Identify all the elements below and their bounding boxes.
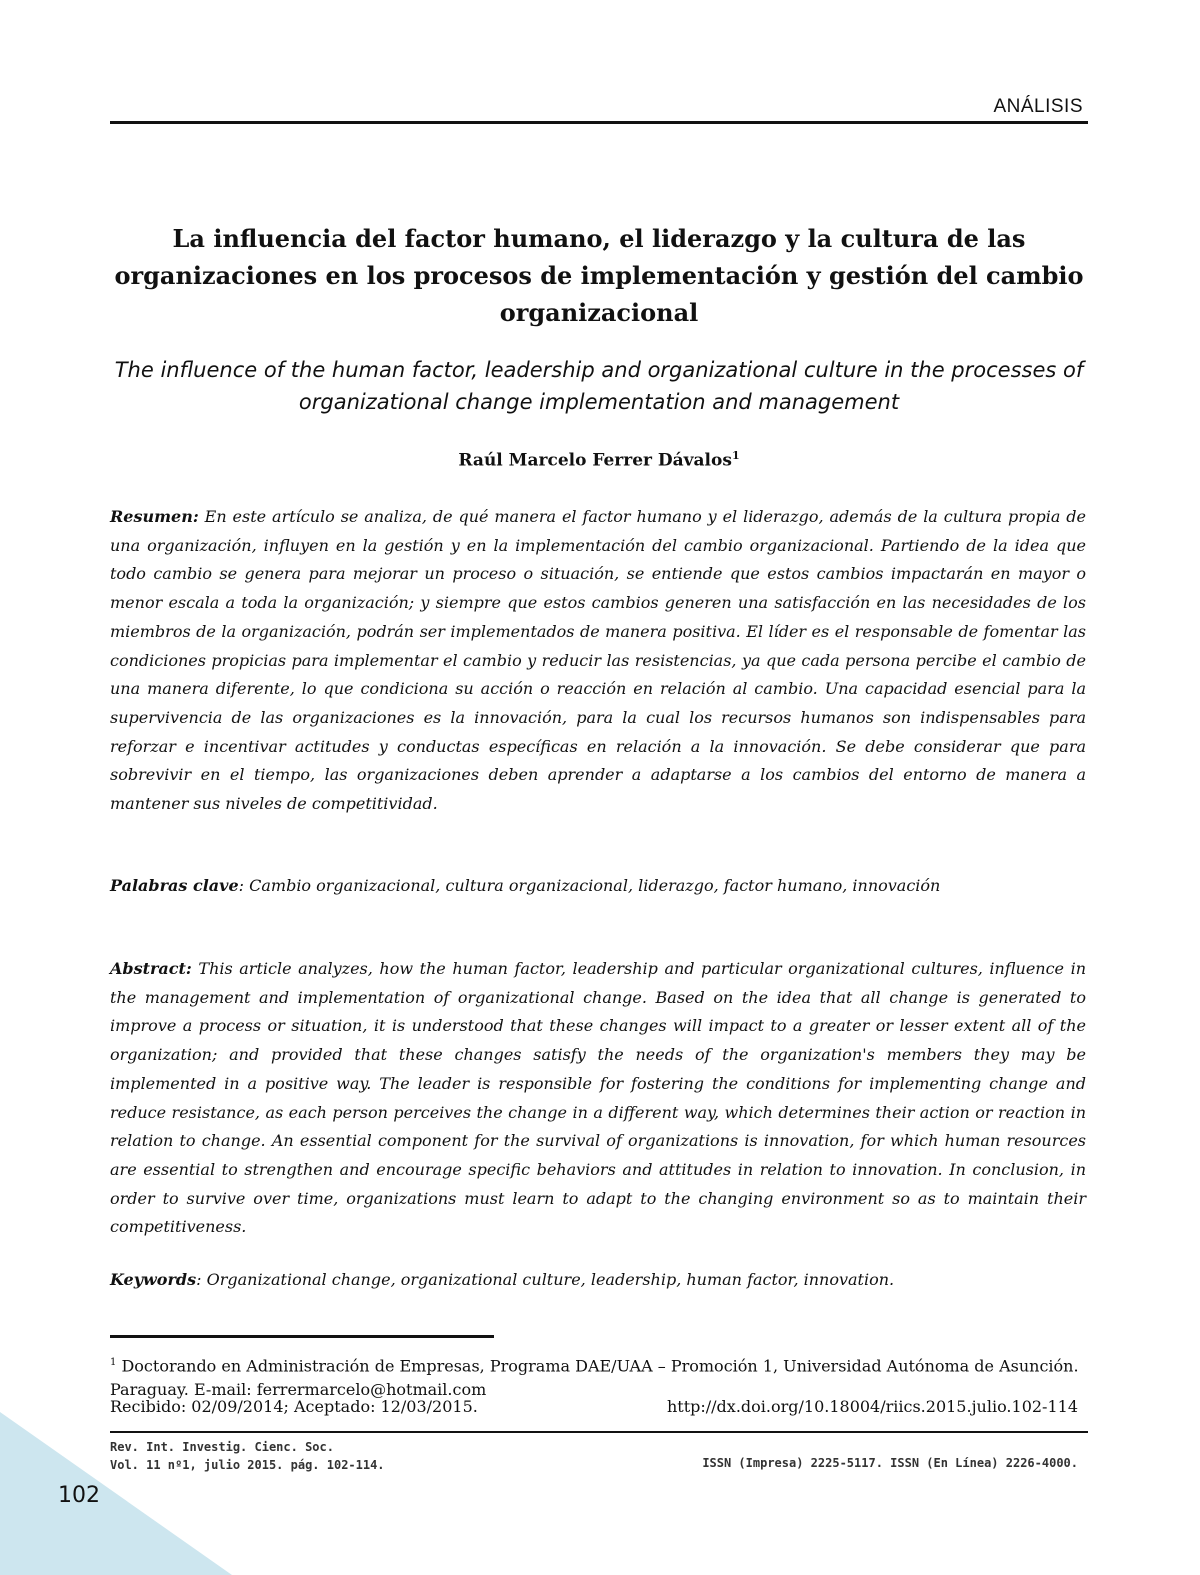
page-number: 102	[58, 1483, 100, 1508]
resumen-paragraph	[110, 503, 1086, 819]
palabras-clave-paragraph	[110, 872, 1086, 901]
footnote-rule	[110, 1335, 494, 1338]
received-accepted-dates: Recibido: 02/09/2014; Aceptado: 12/03/2015.	[110, 1397, 478, 1416]
author-footnote-mark: 1	[731, 449, 740, 462]
article-title: La influencia del factor humano, el liderazgo y la cultura de las organizaciones en los procesos de implementación y gestión del cambio organizacional	[114, 224, 1084, 327]
footer-rule	[110, 1431, 1088, 1433]
author-name: Raúl Marcelo Ferrer Dávalos	[458, 450, 732, 471]
journal-volume: Vol. 11 nº1, julio 2015. pág. 102-114.	[110, 1458, 385, 1472]
keywords-paragraph	[110, 1266, 1086, 1295]
article-subtitle: The influence of the human factor, leadership and organizational culture in the processes of organizational change implementation and management	[114, 358, 1084, 414]
resumen-label: Resumen:	[110, 507, 199, 526]
header-rule	[110, 121, 1088, 124]
corner-triangle	[0, 1412, 232, 1575]
keywords-label: Keywords	[110, 1270, 197, 1289]
section-label: ANÁLISIS	[993, 96, 1083, 117]
palabras-clave-text: : Cambio organizacional, cultura organizacional, liderazgo, factor humano, innovación	[238, 876, 941, 895]
dates-row	[110, 1397, 1078, 1416]
keywords-text: : Organizational change, organizational culture, leadership, human factor, innovation.	[196, 1270, 895, 1289]
resumen-text: En este artículo se analiza, de qué manera el factor humano y el liderazgo, además de la cultura propia de una organización, influyen en la gestión y en la implementación del cambio organizacional. Partiendo de la idea que todo cambio se genera para mejorar un proceso o situación, se entiende que estos cambios impactarán en mayor o menor escala a toda la organización; y siempre que estos cambios generen una satisfacción en las necesidades de los miembros de la organización, podrán ser implementados de manera positiva. El líder es el responsable de fomentar las condiciones propicias para implementar el cambio y reducir las resistencias, ya que cada persona percibe el cambio de una manera diferente, lo que condiciona su acción o reacción en relación al cambio. Una capacidad esencial para la supervivencia de las organizaciones es la innovación, para la cual los recursos humanos son indispensables para reforzar e incentivar actitudes y conductas específicas en relación a la innovación. Se debe considerar que para sobrevivir en el tiempo, las organizaciones deben aprender a adaptarse a los cambios del entorno de manera a mantener sus niveles de competitividad.	[110, 507, 1086, 814]
palabras-clave-label: Palabras clave	[110, 876, 239, 895]
doi-link[interactable]: http://dx.doi.org/10.18004/riics.2015.julio.102-114	[666, 1397, 1078, 1416]
author	[110, 449, 1088, 471]
journal-name: Rev. Int. Investig. Cienc. Soc.	[110, 1440, 334, 1454]
footnote-text: Doctorando en Administración de Empresas, Programa DAE/UAA – Promoción 1, Universidad Autónoma de Asunción. Paraguay. E-mail: ferrermarcelo@hotmail.com	[110, 1356, 1079, 1400]
abstract-paragraph	[110, 955, 1086, 1242]
footnote	[110, 1351, 1086, 1402]
abstract-text: This article analyzes, how the human factor, leadership and particular organizational cultures, influence in the management and implementation of organizational change. Based on the idea that all change is generated to improve a process or situation, it is understood that these changes will impact to a greater or lesser extent all of the organization; and provided that these changes satisfy the needs of the organization's members they may be implemented in a positive way. The leader is responsible for fostering the conditions for implementing change and reduce resistance, as each person perceives the change in a different way, which determines their action or reaction in relation to change. An essential component for the survival of organizations is innovation, for which human resources are essential to strengthen and encourage specific behaviors and attitudes in relation to innovation. In conclusion, in order to survive over time, organizations must learn to adapt to the changing environment so as to maintain their competitiveness.	[110, 959, 1086, 1237]
abstract-label: Abstract:	[110, 959, 192, 978]
footnote-mark: 1	[110, 1357, 117, 1368]
issn: ISSN (Impresa) 2225-5117. ISSN (En Línea) 2226-4000.	[702, 1456, 1078, 1470]
